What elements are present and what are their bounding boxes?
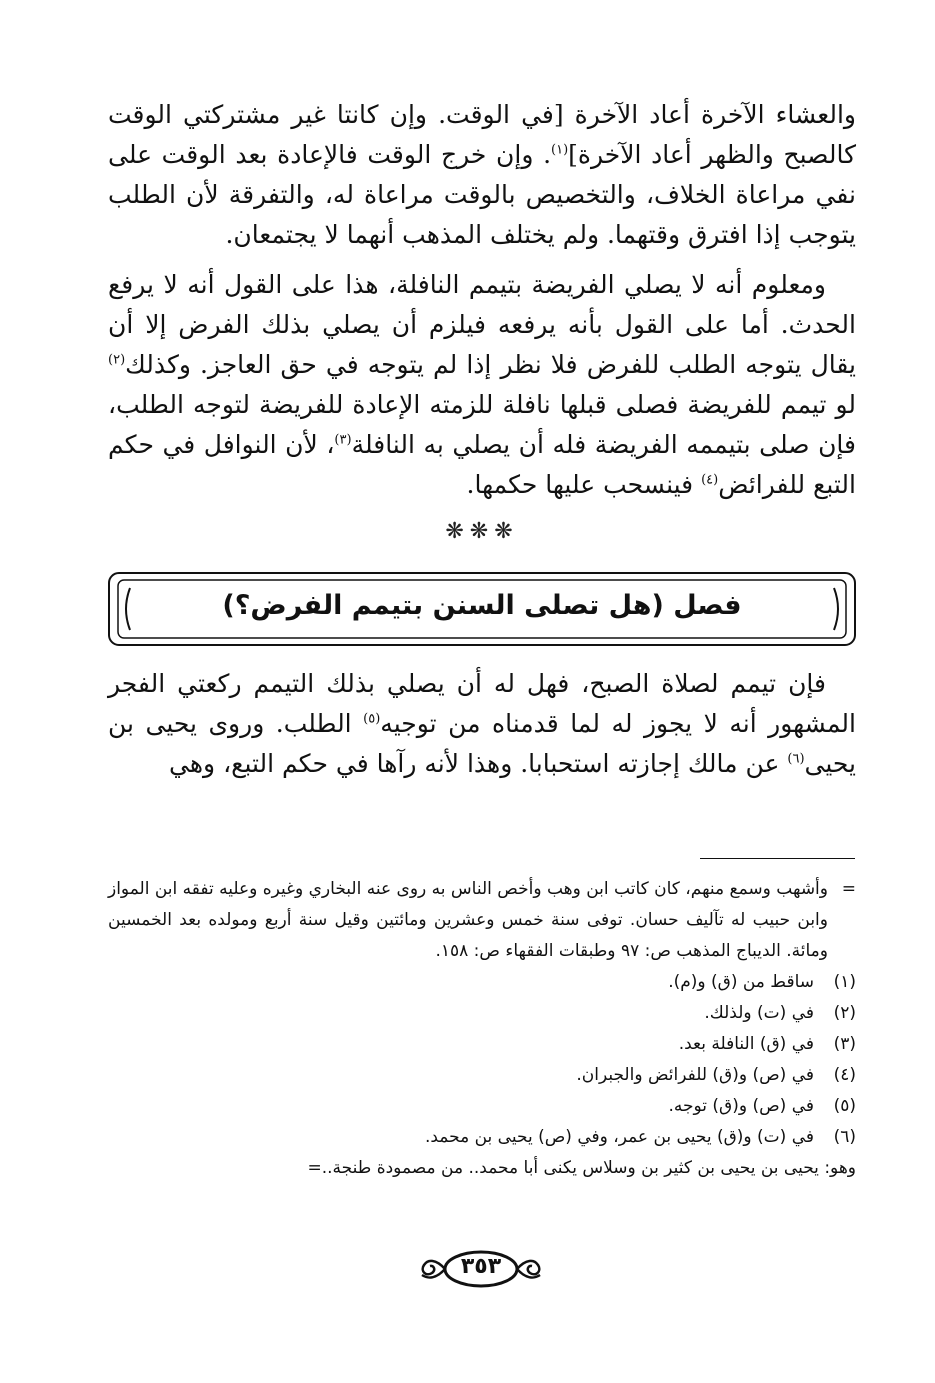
footnote-item-6-continuation: وهو: يحيى بن يحيى بن كثير بن وسلاس يكنى أبا محمد.. من مصمودة طنجة..= bbox=[307, 1158, 856, 1178]
page-content bbox=[108, 95, 856, 784]
footnote-ref-3[interactable]: (٣) bbox=[334, 432, 352, 448]
footnote-continuation: = وأشهب وسمع منهم، كان كاتب ابن وهب وأخص الناس به روى عنه البخاري وغيره وعليه تفقه ابن المواز وابن حبيب له تآليف حسان. توفى سنة خمس وعشرين ومائتين وقيل سنة أربع ومولده بعد الخمسين ومائة. الديباج المذهب ص: ٩٧ وطبقات الفقهاء ص: ١٥٨. bbox=[108, 874, 856, 967]
footnote-ref-4[interactable]: (٤) bbox=[701, 472, 719, 488]
continuation-mark: = bbox=[841, 879, 856, 899]
footnote-ref-2[interactable]: (٢) bbox=[108, 352, 126, 368]
footnote-item-2: (٢) في (ت) ولذلك. bbox=[704, 1003, 856, 1023]
footnote-separator bbox=[700, 858, 855, 859]
footnote-ref-1[interactable]: (١) bbox=[551, 142, 569, 158]
main-text bbox=[108, 95, 856, 505]
paragraph-1: والعشاء الآخرة أعاد الآخرة [في الوقت. وإن كانتا غير مشتركتي الوقت كالصبح والظهر أعاد الآخرة]$^{(١)}$. وإن خرج الوقت فالإعادة بعد الوقت على نفي مراعاة الخلاف، والتخصيص بالوقت مراعاة له، والتفرقة لأن الطلب يتوجب إذا افترق وقتهما. ولم يختلف المذهب أنهما لا يجتمعان. bbox=[108, 100, 856, 249]
page-number: ٣٥٣ bbox=[460, 1254, 502, 1279]
page-number-ornament bbox=[406, 1247, 556, 1291]
section-heading-frame bbox=[108, 572, 856, 646]
footnote-item-6: (٦) في (ت) و(ق) يحيى بن عمر، وفي (ص) يحيى بن محمد. bbox=[424, 1127, 856, 1147]
footnote-item-5: (٥) في (ص) و(ق) توجه. bbox=[668, 1096, 856, 1116]
section-divider-ornament: ❋❋❋ bbox=[445, 519, 519, 544]
footnote-ref-5[interactable]: (٥) bbox=[363, 711, 381, 727]
paragraph-2: ومعلوم أنه لا يصلي الفريضة بتيمم النافلة، هذا على القول أنه لا يرفع الحدث. أما على القول بأنه يرفعه فيلزم أن يصلي بذلك الفرض إلا أن يقال يتوجه الطلب للفرض فلا نظر إذا لم يتوجه في حق العاجز. وكذلك$^{(٢)}$ لو تيمم للفريضة فصلى قبلها نافلة للزمته الإعادة للفريضة لتوجه الطلب، فإن صلى بتيممه الفريضة فله أن يصلي به النافلة$^{(٣)}$، لأن النوافل في حكم التبع للفرائض$^{(٤)}$ فينسحب عليها حكمها. bbox=[108, 270, 857, 499]
footnote-item-1: (١) ساقط من (ق) و(م). bbox=[668, 972, 856, 992]
footnote-item-3: (٣) في (ق) النافلة بعد. bbox=[678, 1034, 856, 1054]
footnote-ref-6[interactable]: (٦) bbox=[787, 751, 805, 767]
section-paragraph: فإن تيمم لصلاة الصبح، فهل له أن يصلي بذلك التيمم ركعتي الفجر المشهور أنه لا يجوز له لما قدمناه من توجيه$^{(٥)}$ الطلب. وروى يحيى بن يحيى$^{(٦)}$ عن مالك إجازته استحبابا. وهذا لأنه رآها في حكم التبع، وهي bbox=[108, 669, 856, 778]
section-title: فصل (هل تصلى السنن بتيمم الفرض؟) bbox=[222, 590, 742, 621]
section-text bbox=[108, 664, 856, 784]
footnotes bbox=[108, 874, 856, 1184]
footnote-item-4: (٤) في (ص) و(ق) للفرائض والجبران. bbox=[576, 1065, 856, 1085]
